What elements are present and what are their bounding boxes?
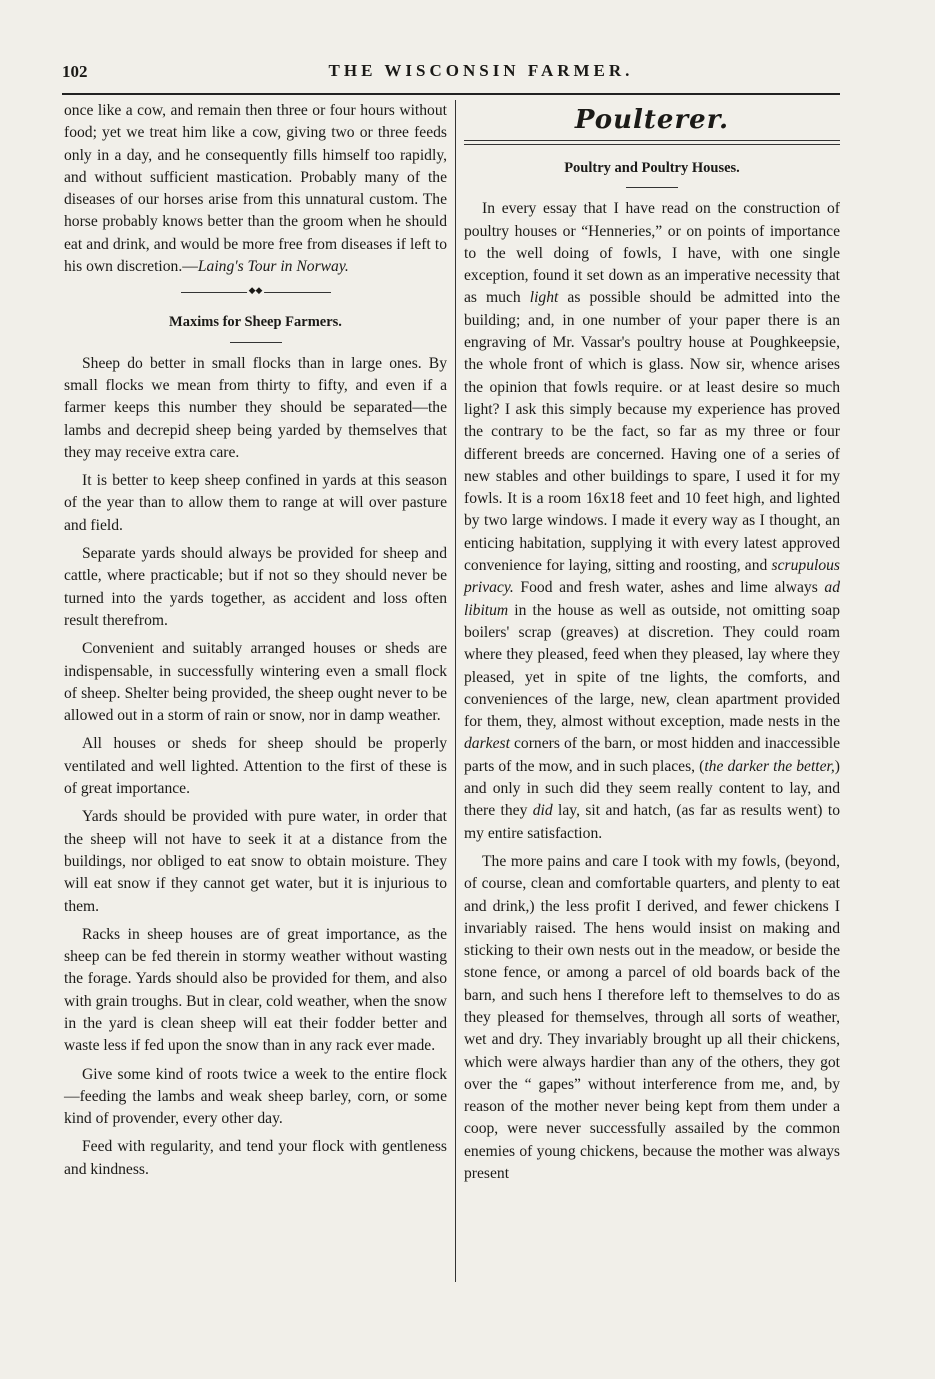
- heading-rule: [230, 342, 282, 343]
- text-run: corners of the barn, or most hidden and inaccessible parts of the mow, and in such places, (: [464, 735, 840, 775]
- text-run: Food and fresh water, ashes and lime always: [513, 579, 825, 597]
- text-run: ) and only in such did they seem really content to lay, and there they: [464, 757, 840, 820]
- paragraph: Feed with regularity, and tend your flock with gentleness and kindness.: [64, 1138, 447, 1178]
- left-column: [64, 100, 447, 1187]
- ornament-rule: [181, 285, 331, 299]
- right-column: [464, 100, 840, 1191]
- paragraph: Give some kind of roots twice a week to the entire flock—feeding the lambs and weak sheep barley, corn, or some kind of provender, every other day.: [64, 1065, 447, 1128]
- ornament: ◆◆: [248, 285, 263, 296]
- heading-rule: [626, 187, 678, 188]
- column-divider: [455, 100, 456, 1282]
- italic-run: light: [529, 289, 559, 307]
- text-run: in the house as well as outside, not omitting soap boilers' scrap (greaves) at discretion. They could roam where they pleased, feed when they pleased, lay where they pleased, yet in spite of tne lights, the comforts, and conveniences of the large, new, clean apartment provided for them, they, almost without exception, made nests in the: [464, 601, 840, 731]
- continued-paragraph: [64, 100, 447, 278]
- paragraph: All houses or sheds for sheep should be properly ventilated and well lighted. Attention to the first of these is of great importance.: [64, 735, 447, 798]
- paragraph: Yards should be provided with pure water, in order that the sheep will not have to seek it at a distance from the buildings, nor obliged to eat snow to obtain moisture. They will eat snow if they cannot get water, but it is injurious to them.: [64, 808, 447, 915]
- text-run: as possible should be admitted into the building; and, in one number of your paper there is an engraving of Mr. Vassar's poultry house at Poughkeepsie, the whole front of which is glass. Now sir, whence arises the opinion that fowls require. or at least desire so much light? I ask this simply because my experience has proved the contrary to be the fact, so far as my three or four different breeds are concerned. Having one of a series of new stables and other buildings to spare, I used it for my fowls. It is a room 16x18 feet and 10 feet high, and lighted by two large windows. I made it every way as I thought, an enticing habitation, supplying it with every latest approved convenience for laying, sitting and roosting, and: [464, 289, 840, 575]
- text-run: In every essay that I have read on the construction of poultry houses or “Henneries,” or on points of importance to the well doing of fowls, I have, with one single exception, found it set down as an imperative necessity that as much: [464, 200, 840, 307]
- department-rule: [464, 140, 840, 145]
- paragraph: Racks in sheep houses are of great importance, as the sheep can be fed therein in stormy weather without wasting the forage. Yards should also be provided for them, and also with grain troughs. But in clear, cold weather, when the snow in the yard is clean sheep will eat their fodder better and waste less if fed upon the snow than in any rack ever made.: [64, 925, 447, 1055]
- sheep-heading: Maxims for Sheep Farmers.: [169, 314, 342, 331]
- paragraph: Convenient and suitably arranged houses or sheds are indispensable, in successfully wintering even a small flock of sheep. Shelter being provided, the sheep ought never to be allowed out in a storm of rain or snow, nor in damp weather.: [64, 640, 447, 725]
- italic-run: darkest: [464, 735, 510, 753]
- paragraph: Sheep do better in small flocks than in large ones. By small flocks we mean from thirty to fifty, and even if a farmer keeps this number they should be separated—the lambs and decrepid sheep being yarded by themselves that they may receive extra care.: [64, 354, 447, 461]
- italic-run: ad libitum: [464, 579, 840, 619]
- paragraph: It is better to keep sheep confined in yards at this season of the year than to allow them to range at will over pasture and field.: [64, 472, 447, 534]
- paragraph: The more pains and care I took with my fowls, (beyond, of course, clean and comfortable quarters, and plenty to eat and drink,) the less profit I derived, and fewer chickens I invariably raised. The hens would insist on making and sticking to their own nests out in the meadow, or beside the stone fence, or among a parcel of old boards back of the barn, and such hens I therefore left to themselves to do as they pleased for themselves, through all sorts of weather, wet and dry. They invariably brought up all their chickens, which were always hardier than any of the others, they got over the “ gapes” without interference from me, and, by reason of the mother never being kept from them under a coop, were never successfully assailed by the common enemies of young chickens, because the mother was always present: [464, 852, 840, 1183]
- journal-title: THE WISCONSIN FARMER.: [328, 61, 634, 80]
- continued-text: once like a cow, and remain then three or four hours without food; yet we treat him like a cow, giving two or three feeds only in a day, and he consequently fills himself too rapidly, and without sufficient mastication. Probably many of the diseases of our horses arise from this unnatural custom. The horse probably knows better than the groom when he should eat and drink, and would be more free from diseases if left to his own discretion.—: [64, 102, 447, 276]
- italic-run: did: [532, 802, 553, 820]
- paragraph: [464, 198, 840, 845]
- continued-source: Laing's Tour in Norway.: [197, 258, 349, 276]
- text-run: lay, sit and hatch, (as far as results went) to my entire satisfaction.: [464, 802, 840, 842]
- page-header: [62, 58, 840, 88]
- page-number: 102: [62, 62, 88, 81]
- department-title: Poulterer.: [574, 105, 730, 135]
- italic-run: the darker the better,: [704, 757, 835, 775]
- paragraph: Separate yards should always be provided for sheep and cattle, where practicable; but if not so they should never be turned into the yards together, as accident and loss often result therefrom.: [64, 545, 447, 629]
- header-rule: [62, 93, 840, 95]
- poultry-heading: Poultry and Poultry Houses.: [564, 160, 740, 176]
- italic-run: scrupulous privacy.: [464, 557, 840, 597]
